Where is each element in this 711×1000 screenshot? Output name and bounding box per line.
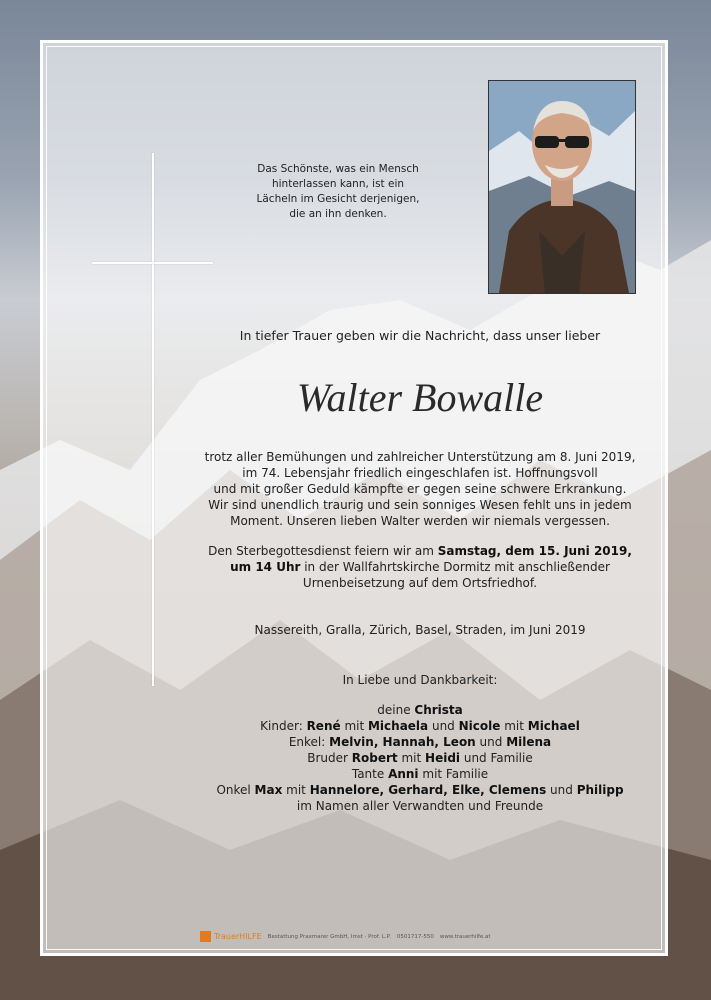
family-member: Anni [388, 767, 419, 781]
family-member: Christa [414, 703, 463, 717]
family-line-wife [180, 702, 660, 718]
family-member: Heidi [425, 751, 461, 765]
family-line-aunt [180, 766, 660, 782]
quote-line: Lächeln im Gesicht derjenigen, [256, 193, 420, 205]
paragraph-line: trotz aller Bemühungen und zahlreicher Unterstützung am 8. Juni 2019, [204, 450, 636, 464]
family-text: Onkel [216, 783, 255, 797]
portrait-photo [488, 80, 636, 294]
obituary-paragraph [180, 449, 660, 529]
paragraph-line: und mit großer Geduld kämpfte er gegen seine schwere Erkrankung. [213, 482, 627, 496]
family-text: mit [282, 783, 310, 797]
service-date: Samstag, dem 15. Juni 2019, [437, 544, 632, 558]
family-text: Kinder: [260, 719, 307, 733]
family-member: Robert [351, 751, 398, 765]
family-member: Melvin, Hannah, Leon [329, 735, 476, 749]
paragraph-line: Wir sind unendlich traurig und sein sonniges Wesen fehlt uns in jedem [208, 498, 632, 512]
family-line-brother [180, 750, 660, 766]
footer-web: www.trauerhilfe.at [439, 933, 491, 940]
announcement-intro: In tiefer Trauer geben wir die Nachricht, dass unser lieber [239, 328, 601, 343]
family-text: mit [340, 719, 368, 733]
paragraph-line: im 74. Lebensjahr friedlich eingeschlafen ist. Hoffnungsvoll [242, 466, 598, 480]
funeral-home-footer [200, 931, 540, 947]
footer-company: Bestattung Praxmarer GmbH, Imst · Prof. L.P. [267, 933, 391, 940]
footer-brand: TrauerHILFE [214, 932, 262, 941]
family-line-children [180, 718, 660, 734]
family-text: und [546, 783, 577, 797]
family-list [180, 702, 660, 814]
deceased-name: Walter Bowalle [296, 375, 544, 420]
quote-line: hinterlassen kann, ist ein [271, 178, 405, 190]
service-line: Urnenbeisetzung auf dem Ortsfriedhof. [302, 576, 538, 590]
service-time: um 14 Uhr [230, 560, 301, 574]
family-text: mit [397, 751, 426, 765]
family-text: mit Familie [418, 767, 489, 781]
paragraph-line: Moment. Unseren lieben Walter werden wir niemals vergessen. [230, 514, 610, 528]
family-text: und [428, 719, 459, 733]
family-member: Milena [506, 735, 552, 749]
family-text: und [475, 735, 507, 749]
family-text: deine [377, 703, 415, 717]
family-member: Max [254, 783, 283, 797]
family-line-uncle [180, 782, 660, 798]
portrait-illustration [489, 81, 635, 293]
family-line-closing: im Namen aller Verwandten und Freunde [296, 799, 544, 813]
trauerhilfe-logo-icon [200, 931, 211, 942]
service-line [180, 559, 660, 575]
footer-phone: 0501717-550 [396, 933, 434, 940]
cross-horizontal-beam [92, 262, 213, 264]
service-text: in der Wallfahrtskirche Dormitz mit anschließender [300, 560, 610, 574]
family-text: Enkel: [288, 735, 330, 749]
family-line-grandchildren [180, 734, 660, 750]
family-member: Nicole [458, 719, 501, 733]
family-text: Bruder [307, 751, 352, 765]
memorial-quote [240, 162, 436, 222]
place-and-date: Nassereith, Gralla, Zürich, Basel, Straden, im Juni 2019 [254, 623, 586, 637]
quote-line: Das Schönste, was ein Mensch [257, 163, 419, 175]
funeral-service-info [180, 543, 660, 591]
gratitude-line: In Liebe und Dankbarkeit: [342, 673, 498, 687]
family-text: mit [500, 719, 528, 733]
family-member: Philipp [576, 783, 624, 797]
family-member: Hannelore, Gerhard, Elke, Clemens [309, 783, 547, 797]
cross-vertical-beam [152, 153, 154, 686]
family-text: Tante [351, 767, 389, 781]
family-member: René [306, 719, 341, 733]
service-text: Den Sterbegottesdienst feiern wir am [208, 544, 438, 558]
service-line [180, 543, 660, 559]
family-text: und Familie [460, 751, 533, 765]
family-member: Michael [527, 719, 580, 733]
family-member: Michaela [367, 719, 429, 733]
quote-line: die an ihn denken. [289, 208, 387, 220]
